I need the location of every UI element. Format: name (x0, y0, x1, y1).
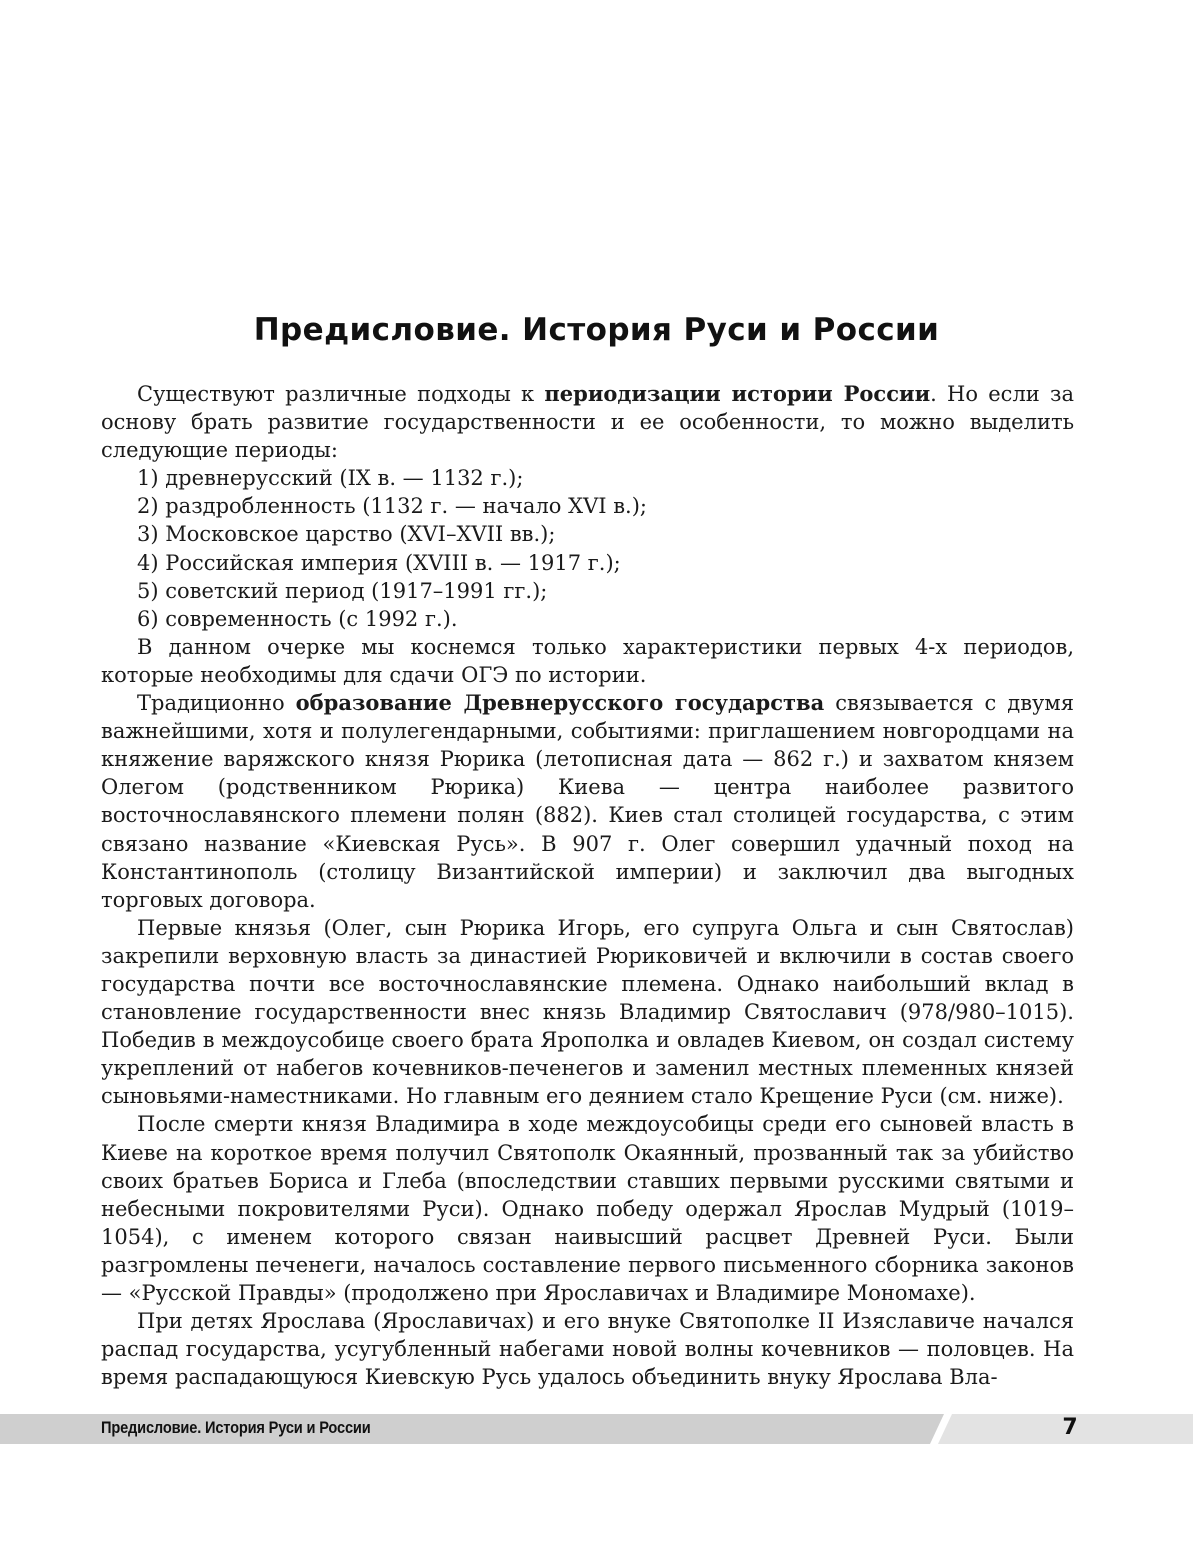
period-item: 3) Московское царство (XVI–XVII вв.); (137, 522, 556, 547)
text-run: Традиционно (137, 691, 296, 716)
yaroslav-paragraph: После смерти князя Владимира в ходе междоусобицы среди его сыновей власть в Киеве на короткое время получил Святополк Окаянный, прозванный так за убийство своих братьев Бориса и Глеба (впоследствии ставших первыми русскими святыми и небесными покровителями Руси). Однако победу одержал Ярослав Мудрый (1019–1054), с именем которого связан наивысший расцвет Древней Руси. Были разгромлены печенеги, началось составление первого письменного сборника законов — «Русской Правды» (продолжено при Ярославичах и Владимире Мономахе). (101, 1112, 1074, 1305)
period-item: 4) Российская империя (XVIII в. — 1917 г.); (137, 550, 621, 575)
page-number: 7 (1062, 1415, 1078, 1440)
scope-paragraph: В данном очерке мы коснемся только характеристики первых 4-х периодов, которые необходимы для сдачи ОГЭ по истории. (101, 634, 1074, 687)
period-item: 2) раздробленность (1132 г. — начало XVI в.); (137, 494, 647, 519)
period-item: 6) современность (с 1992 г.). (137, 606, 458, 631)
princes-paragraph: Первые князья (Олег, сын Рюрика Игорь, его супруга Ольга и сын Святослав) закрепили верховную власть за династией Рюриковичей и включили в состав своего государства почти все восточнославянские племена. Однако наибольший вклад в становление государственности внес князь Владимир Святославич (978/980–1015). Победив в междоусобице своего брата Ярополка и овладев Киевом, он создал систему укреплений от набегов кочевников-печенегов и заменил местных племенных князей сыновьями-наместниками. Но главным его деянием стало Крещение Руси (см. ниже). (101, 915, 1074, 1109)
text-run: Существуют различные подходы к (137, 382, 545, 406)
text-run: связывается с двумя важнейшими, хотя и полулегендарными, событиями: приглашением новгородцами на княжение варяжского князя Рюрика (летописная дата — 862 г.) и захватом князем Олегом (родственником Рюрика) Киева — центра наиболее развитого восточнославянского племени полян (882). Киев стал столицей государства, с этим связано название «Киевская Русь». В 907 г. Олег совершил удачный поход на Константинополь (столицу Византийской империи) и заключил два выгодных торговых договора. (101, 691, 1074, 912)
period-item: 5) советский период (1917–1991 гг.); (137, 578, 548, 603)
intro-paragraph (101, 380, 1074, 464)
footer-section-title: Предисловие. История Руси и России (101, 1418, 371, 1437)
decline-paragraph: При детях Ярослава (Ярославичах) и его внуке Святополке II Изяславиче начался распад государства, усугубленный набегами новой волны кочевников — половцев. На время распадающуюся Киевскую Русь удалось объединить внуку Ярослава Вла- (101, 1309, 1074, 1390)
main-text (101, 380, 1074, 1391)
period-item: 1) древнерусский (IX в. — 1132 г.); (137, 466, 524, 491)
formation-paragraph (101, 689, 1074, 914)
bold-term: периодизации истории России (544, 381, 931, 406)
page-title: Предисловие. История Руси и России (253, 312, 940, 348)
page-footer (0, 1414, 1193, 1444)
text-run: . Но если за основу брать развитие государственности и ее особенности, то можно выделить следующие периоды: (101, 382, 1074, 463)
bold-term: образование Древнерусского государства (295, 690, 825, 716)
